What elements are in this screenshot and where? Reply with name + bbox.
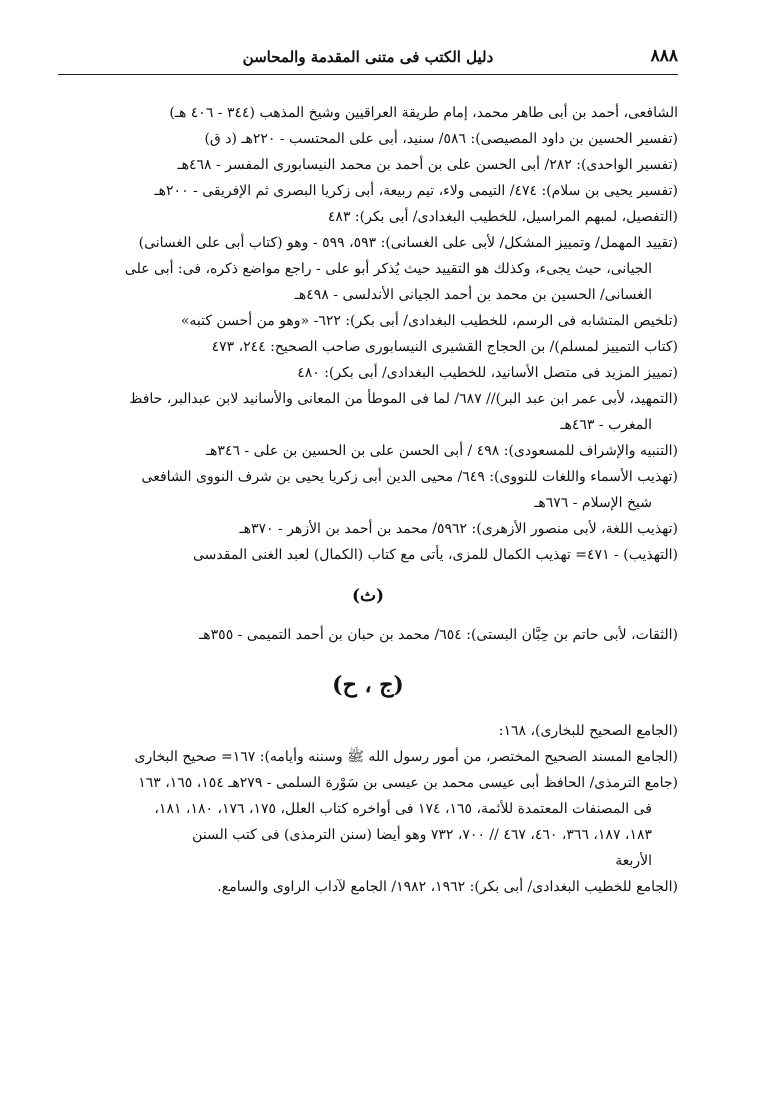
entry-continuation: فى المصنفات المعتمدة للأئمة، ١٦٥، ١٧٤ فى أواخره كتاب العلل، ١٧٥، ١٧٦، ١٨٠، ١٨١، <box>154 801 652 817</box>
entry-tahdhib-lugha: (تهذيب اللغة، لأبى منصور الأزهرى): ٥٩٦٢/ محمد بن أحمد بن الأزهر - ٣٧٠هـ <box>239 521 678 537</box>
entry-tafsir-masisi: (تفسير الحسين بن داود المصيصى): ٥٨٦/ سنيد، أبى على المحتسب - ٢٢٠هـ (د ق) <box>204 131 678 147</box>
entry-jami-musnad: (الجامع المسند الصحيح المختصر، من أمور رسول الله ﷺ وسننه وأيامه): ١٦٧= صحيح البخارى <box>134 749 678 765</box>
entry-tamyiz-mazid: (تمييز المزيد فى متصل الأسانيد، للخطيب البغدادى/ أبى بكر): ٤٨٠ <box>297 365 678 381</box>
entry-shafii: الشافعى، أحمد بن أبى طاهر محمد، إمام طريقة العراقيين وشيخ المذهب (٣٤٤ - ٤٠٦ هـ) <box>169 105 678 121</box>
entry-continuation: الجيانى، حيث يجىء، وكذلك هو التقييد حيث يُذكر أبو على - راجع مواضع ذكره، فى: أبى على <box>124 261 652 277</box>
section-heading-tha: (ث) <box>351 586 385 606</box>
entry-continuation: شيخ الإسلام - ٦٧٦هـ <box>534 495 652 511</box>
page-number: ٨٨٨ <box>650 46 678 66</box>
section-heading-jim-ha: (ج ، ح) <box>332 672 404 698</box>
entry-tamyiz-muslim: (كتاب التمييز لمسلم)/ بن الحجاج القشيرى النيسابورى صاحب الصحيح: ٢٤٤، ٤٧٣ <box>211 339 678 355</box>
page-body <box>58 100 678 900</box>
entry-tahdhib-asma: (تهذيب الأسماء واللغات للنووى): ٦٤٩/ محيى الدين أبى زكريا يحيى بن شرف النووى الشافعى <box>141 469 678 485</box>
entry-tanbih: (التنبيه والإشراف للمسعودى): ٤٩٨ / أبى الحسن على بن الحسين بن على - ٣٤٦هـ <box>205 443 678 459</box>
entry-continuation: الغسانى/ الحسين بن محمد بن أحمد الجيانى الأندلسى - ٤٩٨هـ <box>294 287 652 303</box>
entry-jami-sahih: (الجامع الصحيح للبخارى)، ١٦٨: <box>498 723 678 739</box>
entry-tafsil: (التفصيل، لمبهم المراسيل، للخطيب البغدادى/ أبى بكر): ٤٨٣ <box>327 209 678 225</box>
entry-jami-khatib: (الجامع للخطيب البغدادى/ أبى بكر): ١٩٦٢، ١٩٨٢/ الجامع لآداب الراوى والسامع. <box>217 879 678 895</box>
entry-thiqat: (الثقات، لأبى حاتم بن حِبَّان البستى): ٦٥٤/ محمد بن حبان بن أحمد التميمى - ٣٥٥هـ <box>199 627 678 643</box>
entry-jami-tirmidhi: (جامع الترمذى/ الحافظ أبى عيسى محمد بن عيسى بن سَوْرة السلمى - ٢٧٩هـ ١٥٤، ١٦٥، ١٦٣ <box>138 775 678 791</box>
entry-talkhis: (تلخيص المتشابه فى الرسم، للخطيب البغدادى/ أبى بكر): ٦٢٢- «وهو من أحسن كتبه» <box>180 313 678 329</box>
entry-tafsir-yahya: (تفسير يحيى بن سلام): ٤٧٤/ التيمى ولاء، تيم ربيعة، أبى زكريا البصرى ثم الإفريقى - ٢٠٠هـ <box>154 183 678 199</box>
entry-tahdhib: (التهذيب) - ٤٧١= تهذيب الكمال للمزى، يأتى مع كتاب (الكمال) لعبد الغنى المقدسى <box>193 547 678 563</box>
entry-tafsir-wahidi: (تفسير الواحدى): ٢٨٢/ أبى الحسن على بن أحمد بن محمد النيسابورى المفسر - ٤٦٨هـ <box>177 157 678 173</box>
running-title: دليل الكتب فى متنى المقدمة والمحاسن <box>242 48 494 66</box>
entry-taqyid: (تقييد المهمل/ وتمييز المشكل/ لأبى على الغسانى): ٥٩٣، ٥٩٩ - وهو (كتاب أبى على الغسانى) <box>138 235 678 251</box>
page-header <box>58 44 678 75</box>
entry-continuation: ١٨٣، ١٨٧، ٣٦٦، ٤٦٠، ٤٦٧ // ٧٠٠، ٧٣٢ وهو أيضا (سنن الترمذى) فى كتب السنن <box>192 827 652 843</box>
entry-continuation: الأربعة <box>615 853 652 869</box>
entry-continuation: المغرب - ٤٦٣هـ <box>560 417 652 433</box>
entry-tamhid: (التمهيد، لأبى عمر ابن عبد البر)// ٦٨٧/ لما فى الموطأ من المعانى والأسانيد لابن عبدالبر، حافظ <box>129 391 678 407</box>
